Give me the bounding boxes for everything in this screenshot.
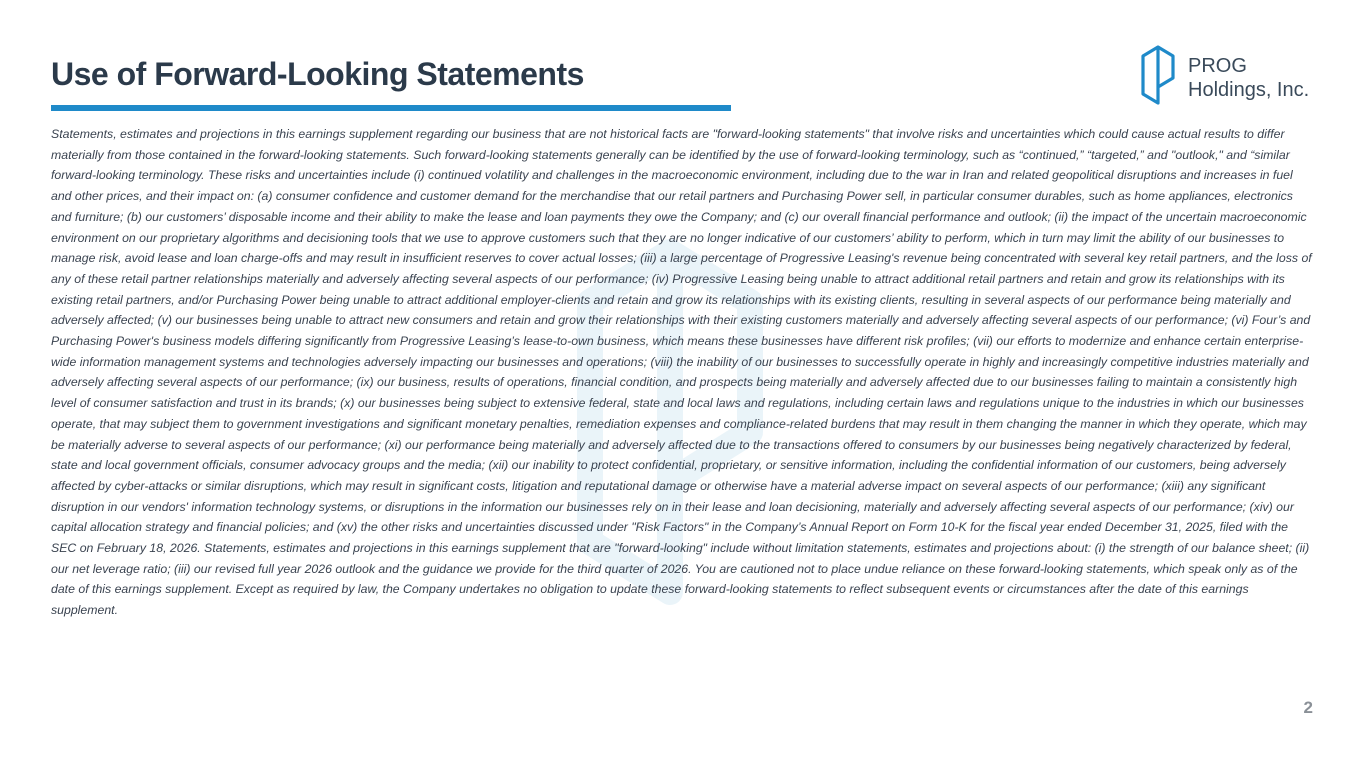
company-logo [1138,42,1328,108]
prog-logo-mark-icon [1138,42,1178,108]
page-number: 2 [1303,698,1313,717]
logo-line-2: Holdings, Inc. [1188,79,1310,101]
forward-looking-disclaimer: Statements, estimates and projections in this earnings supplement regarding our business that are not historical facts are "forward-looking statements" that involve risks and uncertainties which could cause actual results to differ materially from those contained in the forward-looking statements. Such forward-looking statements generally can be identified by the use of forward-looking terminology, such as “continued,” “targeted,” and "outlook," and “similar forward-looking terminology. These risks and uncertainties include (i) continued volatility and challenges in the macroeconomic environment, including due to the war in Iran and related geopolitical disruptions and increases in fuel and other prices, and their impact on: (a) consumer confidence and customer demand for the merchandise that our retail partners and Purchasing Power sell, in particular consumer durables, such as home appliances, electronics and furniture; (b) our customers’ disposable income and their ability to make the lease and loan payments they owe the Company; and (c) our overall financial performance and outlook; (ii) the impact of the uncertain macroeconomic environment on our proprietary algorithms and decisioning tools that we use to approve customers such that they are no longer indicative of our customers’ ability to perform, which in turn may limit the ability of our businesses to manage risk, avoid lease and loan charge-offs and may result in insufficient reserves to cover actual losses; (iii) a large percentage of Progressive Leasing's revenue being concentrated with several key retail partners, and the loss of any of these retail partner relationships materially and adversely affecting several aspects of our performance; (iv) Progressive Leasing being unable to attract additional retail partners and retain and grow its relationships with its existing retail partners, and/or Purchasing Power being unable to attract additional employer-clients and retain and grow its relationships with its existing clients, resulting in several aspects of our performance being materially and adversely affected; (v) our businesses being unable to attract new consumers and retain and grow their relationships with their existing customers materially and adversely affecting several aspects of our performance; (vi) Four’s and Purchasing Power's business models differing significantly from Progressive Leasing’s lease-to-own business, which means these businesses have different risk profiles; (vii) our efforts to modernize and enhance certain enterprise-wide information management systems and technologies adversely impacting our businesses and operations; (viii) the inability of our businesses to successfully operate in highly and increasingly competitive industries materially and adversely affecting several aspects of our performance; (ix) our business, results of operations, financial condition, and prospects being materially and adversely affected due to our businesses failing to maintain a consistently high level of consumer satisfaction and trust in its brands; (x) our businesses being subject to extensive federal, state and local laws and regulations, including certain laws and regulations unique to the industries in which our businesses operate, that may subject them to government investigations and significant monetary penalties, remediation expenses and compliance-related burdens that may result in them changing the manner in which they operate, which may be materially adverse to several aspects of our performance; (xi) our performance being materially and adversely affected due to the transactions offered to consumers by our businesses being negatively characterized by federal, state and local government officials, consumer advocacy groups and the media; (xii) our inability to protect confidential, proprietary, or sensitive information, including the confidential information of our customers, being adversely affected by cyber-attacks or similar disruptions, which may result in significant costs, litigation and reputational damage or otherwise have a material adverse impact on several aspects of our performance; (xiii) any significant disruption in our vendors' information technology systems, or disruptions in the information our businesses rely on in their lease and loan decisioning, materially and adversely affecting several aspects of our performance; (xiv) our capital allocation strategy and financial policies; and (xv) the other risks and uncertainties discussed under "Risk Factors" in the Company’s Annual Report on Form 10-K for the fiscal year ended December 31, 2025, filed with the SEC on February 18, 2026. Statements, estimates and projections in this earnings supplement that are "forward-looking" include without limitation statements, estimates and projections about: (i) the strength of our balance sheet; (ii) our net leverage ratio; (iii) our revised full year 2026 outlook and the guidance we provide for the third quarter of 2026. You are cautioned not to place undue reliance on these forward-looking statements, which speak only as of the date of this earnings supplement. Except as required by law, the Company undertakes no obligation to update these forward-looking statements to reflect subsequent events or circumstances after the date of this earnings supplement. [51,127,1312,618]
page-title: Use of Forward-Looking Statements [51,56,584,92]
logo-line-1: PROG [1188,55,1247,77]
title-underline [51,105,731,111]
logo-wordmark [1188,54,1309,102]
